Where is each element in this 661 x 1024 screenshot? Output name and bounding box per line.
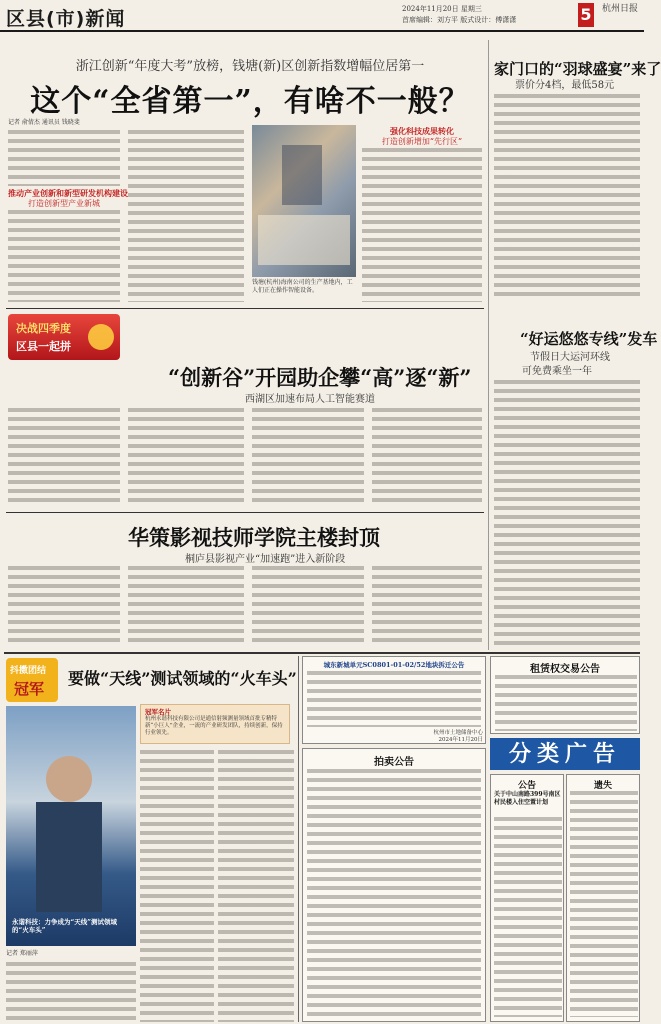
- intro-text: 杭州永谐科技有限公司是通信射频测量领域首批专精特新“小巨人”企业，一流的产业研发团队，持续创新，保持行业领先。: [145, 716, 283, 736]
- notice1-sign: 杭州市土地储备中心: [433, 730, 483, 736]
- editor-line: 首席编辑：刘方平 版式设计：傅潇潇: [402, 16, 517, 24]
- column-divider: [488, 40, 489, 650]
- article3-col2: [128, 566, 244, 646]
- lead-photo-caption: 钱塘(杭州)海南公司的生产基地内，工人们正在操作智能设备。: [252, 279, 353, 294]
- article2-subhead: 西湖区加速布局人工智能赛道: [245, 394, 375, 405]
- lead-subhead-1b: 打造创新型产业新城: [28, 199, 100, 208]
- feature-photo-caption: 永谐科技：力争成为“天线”测试领域的“火车头”: [12, 918, 117, 934]
- column-divider: [298, 656, 299, 1022]
- feature-intro-box: [140, 704, 290, 744]
- section-title: 区县(市)新闻: [6, 8, 126, 30]
- campaign-banner: [8, 314, 120, 360]
- sidebar-story1-sub: 票价分4档，最低58元: [515, 80, 615, 91]
- notice4-body: [494, 817, 562, 1017]
- notice4-title: 公告: [517, 781, 536, 791]
- notice2-body: [307, 769, 481, 1017]
- page-number: 5: [578, 3, 594, 27]
- feature-credit: 记者 郑丽萍: [6, 950, 38, 957]
- divider: [6, 512, 484, 513]
- banner-fist-icon: [88, 324, 114, 350]
- notice3-title: 租赁权交易公告: [530, 664, 600, 675]
- notice1-title: 城东新城单元SC0801-01-02/52地块拆迁公告: [323, 661, 465, 669]
- champion-badge: [6, 658, 58, 702]
- feature-text-col2: [218, 750, 294, 1022]
- notice-lease: [490, 656, 640, 734]
- page-header: [0, 0, 644, 32]
- notice3-body: [495, 675, 637, 731]
- lead-subhead-2: 强化科技成果转化: [390, 126, 454, 136]
- lead-subhead-2b: 打造创新增加“先行区”: [381, 137, 463, 146]
- classified-notice: [490, 774, 564, 1022]
- lead-headline: 这个“全省第一”，有啥不一般？: [30, 84, 470, 119]
- sidebar-story2-text: [494, 380, 640, 646]
- banner-line2: 区县一起拼: [16, 340, 71, 353]
- sidebar-story1-headline: 家门口的“羽球盛宴”来了: [494, 60, 661, 78]
- notice4-sub: 关于中山南路399号南区村民楼入住空置计划: [494, 791, 561, 806]
- classified-ads-banner: 分类广告: [490, 738, 640, 770]
- article3-col1: [8, 566, 120, 646]
- lead-subhead-1: 推动产业创新和新型研发机构建设: [8, 188, 128, 198]
- date-line: 2024年11月20日 星期三: [402, 5, 482, 13]
- feature-headline: 要做“天线”测试领域的“火车头”: [68, 669, 297, 688]
- article2-col1: [8, 408, 120, 506]
- article2-col3: [252, 408, 364, 506]
- lead-text-col1b: [8, 210, 120, 302]
- classified-lost: [566, 774, 640, 1022]
- article3-headline: 华策影视技师学院主楼封顶: [128, 525, 380, 550]
- notice-demolition: [302, 656, 486, 744]
- badge-line2: 冠军: [14, 680, 45, 698]
- article2-col2: [128, 408, 244, 506]
- notice5-body: [570, 791, 638, 1017]
- notice1-body: [307, 671, 481, 727]
- article2-headline: “创新谷”开园助企攀“高”逐“新”: [168, 365, 472, 390]
- banner-line1: 决战四季度: [16, 322, 71, 335]
- lead-photo: [252, 125, 356, 277]
- feature-text-col0: [6, 962, 136, 1022]
- notice-auction: [302, 748, 486, 1022]
- newspaper-logo: 杭州日报: [601, 4, 638, 14]
- sidebar-story2-sub1: 节假日大运河环线: [530, 352, 610, 363]
- lead-byline: 记者 俞倩杰 通讯员 钱晓斐: [8, 119, 80, 126]
- sidebar-story2-headline: “好运悠悠专线”发车: [520, 330, 658, 348]
- section-divider: [4, 652, 640, 654]
- article3-subhead: 桐庐县影视产业“加速跑”进入新阶段: [185, 554, 346, 565]
- article3-col4: [372, 566, 482, 646]
- lead-text-col2: [128, 130, 244, 302]
- article2-col4: [372, 408, 482, 506]
- intro-label: 冠军名片: [145, 708, 171, 716]
- article3-col3: [252, 566, 364, 646]
- feature-photo: [6, 706, 136, 946]
- lead-text-col1a: [8, 130, 120, 186]
- lead-text-col4: [362, 148, 482, 302]
- sidebar-story1-text: [494, 94, 640, 300]
- notice1-date: 2024年11月20日: [438, 737, 483, 743]
- sidebar-story2-sub2: 可免费乘坐一年: [522, 366, 592, 377]
- notice2-title: 拍卖公告: [374, 757, 414, 768]
- lead-kicker: 浙江创新“年度大考”放榜，钱塘(新)区创新指数增幅位居第一: [75, 59, 425, 74]
- notice5-title: 遗失: [593, 781, 612, 791]
- divider: [6, 308, 484, 309]
- badge-line1: 抖擞团结: [10, 666, 47, 676]
- feature-text-col1: [140, 750, 214, 1022]
